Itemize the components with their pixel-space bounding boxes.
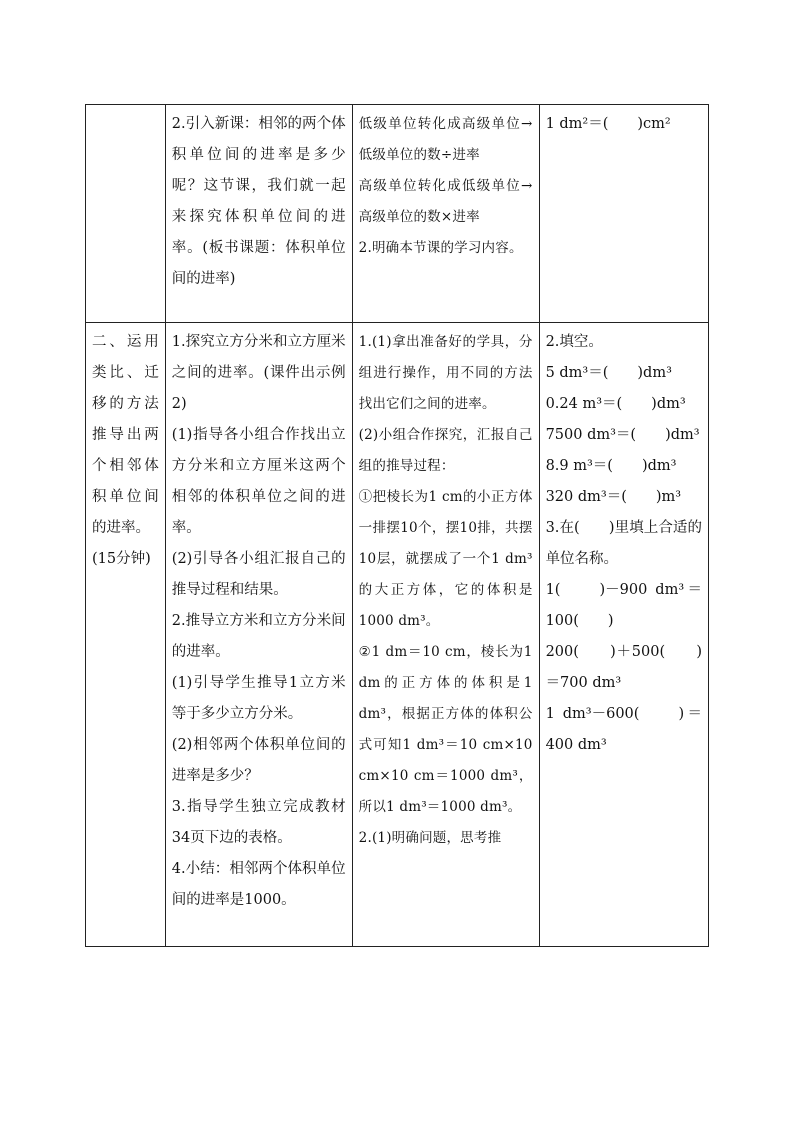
exercise-cell <box>539 323 708 947</box>
stage-cell <box>86 323 166 947</box>
teacher-text: 3.指导学生独立完成教材34页下边的表格。 <box>171 799 346 846</box>
lesson-plan-table <box>85 104 709 947</box>
exercise-text: 3.在( )里填上合适的单位名称。 <box>545 520 702 567</box>
teacher-text: (1)引导学生推导1立方米等于多少立方分米。 <box>171 675 346 722</box>
student-text: (2)小组合作探究，汇报自己组的推导过程： <box>358 427 533 474</box>
table-row <box>86 323 709 947</box>
teacher-activity-cell <box>165 105 352 323</box>
stage-text: 二、运用类比、迁移的方法推导出两个相邻体积单位间的进率。 <box>92 334 159 536</box>
student-text: 2.(1)明确问题，思考推 <box>358 830 502 846</box>
exercise-cell <box>539 105 708 323</box>
exercise-text: 2.填空。 <box>545 334 603 350</box>
student-text: ①把棱长为1 cm的小正方体一排摆10个，摆10排，共摆10层，就摆成了一个1 dm³的大正方体，它的体积是1000 dm³。 <box>358 489 533 629</box>
stage-cell <box>86 105 166 323</box>
table-row <box>86 105 709 323</box>
student-text: 高级单位转化成低级单位→高级单位的数×进率 <box>358 178 533 225</box>
student-text: ②1 dm＝10 cm，棱长为1 dm的正方体的体积是1 dm³，根据正方体的体积公式可知1 dm³＝10 cm×10 cm×10 cm＝1000 dm³，所以1 dm³＝1000 dm³。 <box>358 644 533 815</box>
exercise-text: 7500 dm³＝( )dm³ <box>545 427 700 443</box>
teacher-text: 1.探究立方分米和立方厘米之间的进率。(课件出示例2) <box>171 334 346 412</box>
student-activity-cell <box>352 323 539 947</box>
teacher-text: (2)相邻两个体积单位间的进率是多少？ <box>171 737 346 784</box>
teacher-activity-cell <box>165 323 352 947</box>
teacher-text: (2)引导各小组汇报自己的推导过程和结果。 <box>171 551 346 598</box>
exercise-text: 0.24 m³＝( )dm³ <box>545 396 686 412</box>
exercise-text: 8.9 m³＝( )dm³ <box>545 458 677 474</box>
exercise-text: 200( )＋500( )＝700 dm³ <box>545 644 702 691</box>
student-text: 低级单位转化成高级单位→低级单位的数÷进率 <box>358 116 533 163</box>
exercise-text: 5 dm³＝( )dm³ <box>545 365 672 381</box>
teacher-text: (1)指导各小组合作找出立方分米和立方厘米这两个相邻的体积单位之间的进率。 <box>171 427 346 536</box>
student-activity-cell <box>352 105 539 323</box>
teacher-text: 2.推导立方米和立方分米间的进率。 <box>171 613 346 660</box>
exercise-text: 320 dm³＝( )m³ <box>545 489 682 505</box>
exercise-text: 1 dm³－600( )＝400 dm³ <box>545 706 702 753</box>
student-text: 1.(1)拿出准备好的学具，分组进行操作，用不同的方法找出它们之间的进率。 <box>358 334 533 412</box>
stage-duration: (15分钟) <box>92 551 151 567</box>
teacher-text: 4.小结：相邻两个体积单位间的进率是1000。 <box>171 861 346 908</box>
exercise-text: 1 dm²＝( )cm² <box>545 116 671 132</box>
student-text: 2.明确本节课的学习内容。 <box>358 240 523 256</box>
exercise-text: 1( )－900 dm³＝100( ) <box>545 582 702 629</box>
teacher-text: 2.引入新课：相邻的两个体积单位间的进率是多少呢？这节课，我们就一起来探究体积单位间的进率。(板书课题：体积单位间的进率) <box>171 116 346 287</box>
